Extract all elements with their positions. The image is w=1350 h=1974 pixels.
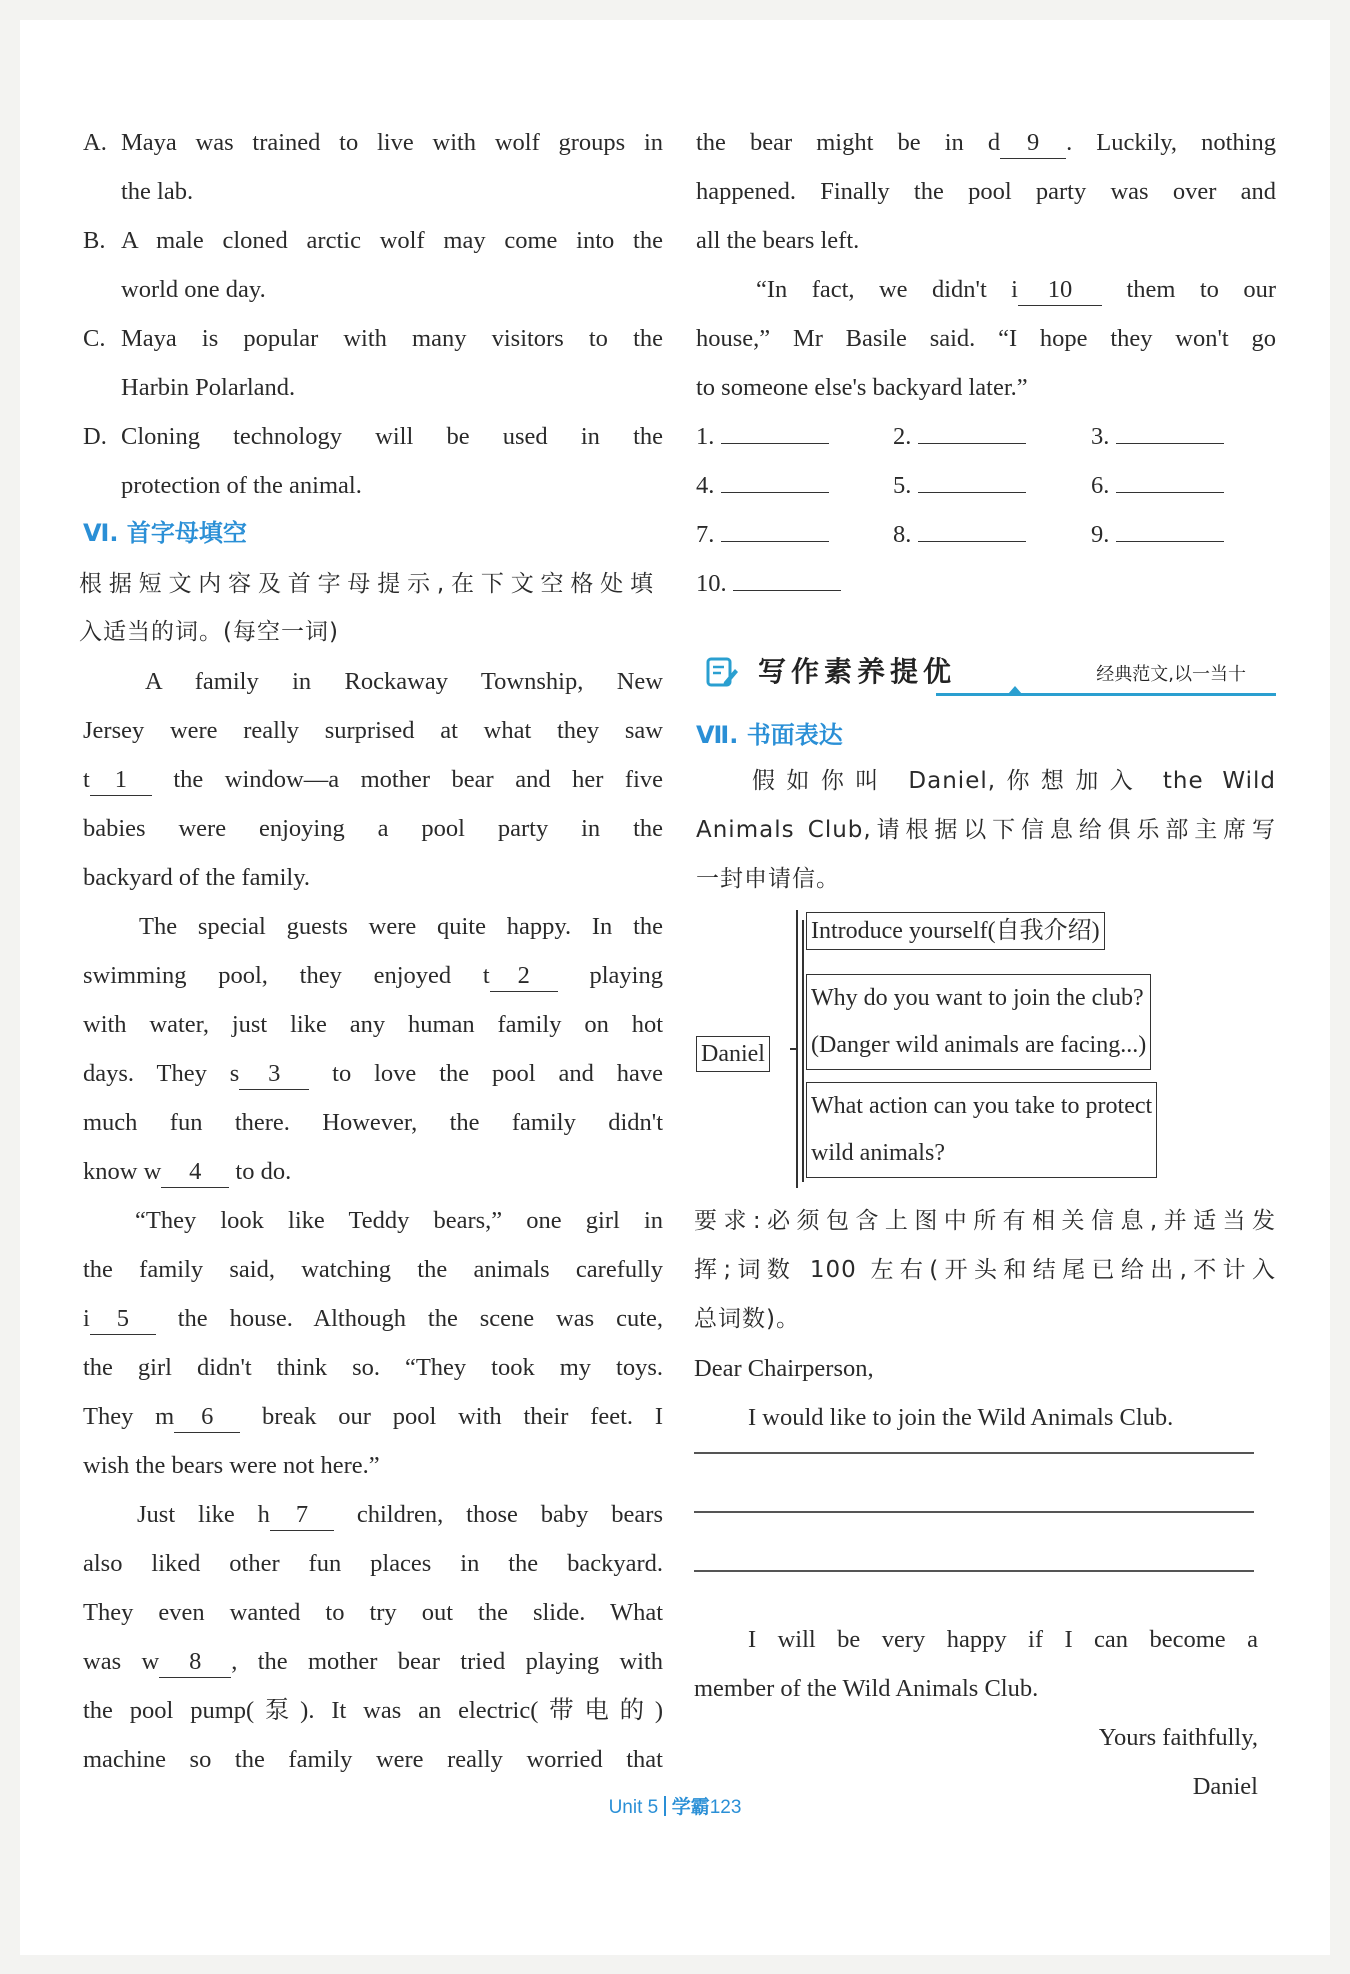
passage-line: also liked other fun places in the backyard.	[83, 1550, 663, 1577]
passage-line: They m 6 break our pool with their feet. I	[83, 1392, 663, 1441]
blank-6[interactable]: 6	[174, 1402, 240, 1433]
passage-line: happened. Finally the pool party was over and	[696, 178, 1276, 205]
answer-line[interactable]: 5.	[893, 461, 1083, 510]
instruction-line2: 入适当的词。(每空一词)	[79, 619, 339, 645]
banner-marker	[1008, 686, 1022, 694]
answer-line[interactable]: 2.	[893, 412, 1083, 461]
writing-line[interactable]	[694, 1570, 1254, 1572]
passage-line: the girl didn't think so. “They took my toys.	[83, 1354, 663, 1381]
diagram-box-why: Why do you want to join the club? (Danger wild animals are facing...)	[806, 974, 1151, 1070]
writing-instruction: 假如你叫 Daniel,你想加入 the Wild	[752, 768, 1276, 794]
passage-line: the family said, watching the animals carefully	[83, 1256, 663, 1283]
passage-line: days. They s 3 to love the pool and have	[83, 1049, 663, 1098]
option-a-line1: A. Maya was trained to live with wolf groups in	[83, 129, 663, 156]
passage-line: babies were enjoying a pool party in the	[83, 815, 663, 842]
requirement-line: 要求:必须包含上图中所有相关信息,并适当发	[694, 1208, 1276, 1234]
passage-line: “They look like Teddy bears,” one girl in	[135, 1207, 663, 1234]
footer-page-number: 123	[709, 1797, 742, 1818]
passage-line: the pool pump(泵). It was an electric(带电的)	[83, 1697, 663, 1724]
writing-line[interactable]	[694, 1452, 1254, 1454]
passage-line: know w 4 to do.	[83, 1147, 663, 1196]
answer-line[interactable]: 7.	[696, 510, 886, 559]
passage-line: with water, just like any human family on hot	[83, 1011, 663, 1038]
passage-line: all the bears left.	[696, 227, 860, 254]
blank-7[interactable]: 7	[270, 1500, 334, 1531]
option-c-line2: Harbin Polarland.	[121, 374, 296, 401]
footer-brand: 学霸	[671, 1796, 710, 1818]
letter-greeting: Dear Chairperson,	[694, 1355, 874, 1382]
blank-5[interactable]: 5	[90, 1304, 156, 1335]
passage-line: They even wanted to try out the slide. What	[83, 1599, 663, 1626]
letter-closing: member of the Wild Animals Club.	[694, 1675, 1039, 1702]
brace	[796, 910, 798, 1188]
blank-4[interactable]: 4	[161, 1157, 229, 1188]
blank-10[interactable]: 10	[1018, 275, 1102, 306]
footer-unit: Unit 5	[608, 1797, 659, 1818]
option-d-line2: protection of the animal.	[121, 472, 362, 499]
blank-1[interactable]: 1	[90, 765, 152, 796]
passage-line: t 1 the window—a mother bear and her five	[83, 755, 663, 804]
passage-line: the bear might be in d 9 . Luckily, nothing	[696, 118, 1276, 167]
option-b-line2: world one day.	[121, 276, 266, 303]
answer-line[interactable]: 8.	[893, 510, 1083, 559]
option-b-line1: B. A male cloned arctic wolf may come into the	[83, 227, 663, 254]
blank-8[interactable]: 8	[159, 1647, 231, 1678]
section-6-title: Ⅵ. 首字母填空	[83, 519, 247, 547]
answer-line[interactable]: 1.	[696, 412, 886, 461]
passage-line: wish the bears were not here.”	[83, 1452, 380, 1479]
banner-subtitle: 经典范文,以一当十	[1096, 664, 1246, 685]
passage-line: “In fact, we didn't i 10 them to our	[756, 265, 1276, 314]
answer-line[interactable]: 10.	[696, 559, 896, 608]
blank-3[interactable]: 3	[239, 1059, 309, 1090]
answer-line[interactable]: 4.	[696, 461, 886, 510]
letter-signature: Daniel	[1192, 1773, 1258, 1800]
passage-line: i 5 the house. Although the scene was cute,	[83, 1294, 663, 1343]
passage-line: Jersey were really surprised at what they saw	[83, 717, 663, 744]
passage-line: was w 8 , the mother bear tried playing with	[83, 1637, 663, 1686]
section-7-title: Ⅶ. 书面表达	[696, 721, 843, 749]
writing-instruction: 一封申请信。	[696, 866, 840, 892]
diagram-root: Daniel	[696, 1036, 770, 1072]
diagram-box-introduce: Introduce yourself(自我介绍)	[806, 912, 1105, 950]
passage-line: much fun there. However, the family didn't	[83, 1109, 663, 1136]
diagram-box-action: What action can you take to protect wild animals?	[806, 1082, 1157, 1178]
letter-signoff: Yours faithfully,	[1098, 1724, 1258, 1751]
passage-line: swimming pool, they enjoyed t 2 playing	[83, 951, 663, 1000]
banner-underline	[936, 693, 1276, 696]
passage-line: house,” Mr Basile said. “I hope they won't go	[696, 325, 1276, 352]
writing-instruction: Animals Club,请根据以下信息给俱乐部主席写	[696, 817, 1276, 843]
letter-closing: I will be very happy if I can become a	[748, 1626, 1258, 1653]
pencil-note-icon	[704, 654, 740, 690]
passage-line: machine so the family were really worried that	[83, 1746, 663, 1773]
passage-line: backyard of the family.	[83, 864, 310, 891]
banner-title: 写作素养提优	[758, 655, 957, 688]
answer-line[interactable]: 3.	[1091, 412, 1281, 461]
option-c-line1: C. Maya is popular with many visitors to the	[83, 325, 663, 352]
passage-line: Just like h 7 children, those baby bears	[137, 1490, 663, 1539]
letter-opening: I would like to join the Wild Animals Club.	[748, 1404, 1174, 1431]
page-footer	[0, 1792, 1350, 1819]
instruction-line1: 根据短文内容及首字母提示,在下文空格处填	[79, 571, 654, 597]
option-a-line2: the lab.	[121, 178, 194, 205]
answer-line[interactable]: 6.	[1091, 461, 1281, 510]
writing-line[interactable]	[694, 1511, 1254, 1513]
passage-line: A family in Rockaway Township, New	[145, 668, 663, 695]
footer-separator	[664, 1796, 666, 1816]
requirement-line: 总词数)。	[694, 1306, 800, 1332]
option-d-line1: D. Cloning technology will be used in the	[83, 423, 663, 450]
brace	[802, 920, 804, 1182]
textbook-page	[20, 20, 1330, 1955]
passage-line: The special guests were quite happy. In the	[139, 913, 663, 940]
requirement-line: 挥;词数 100 左右(开头和结尾已给出,不计入	[694, 1257, 1276, 1283]
blank-2[interactable]: 2	[490, 961, 558, 992]
answer-line[interactable]: 9.	[1091, 510, 1281, 559]
writing-banner	[696, 648, 1276, 696]
passage-line: to someone else's backyard later.”	[696, 374, 1028, 401]
blank-9[interactable]: 9	[1000, 128, 1066, 159]
